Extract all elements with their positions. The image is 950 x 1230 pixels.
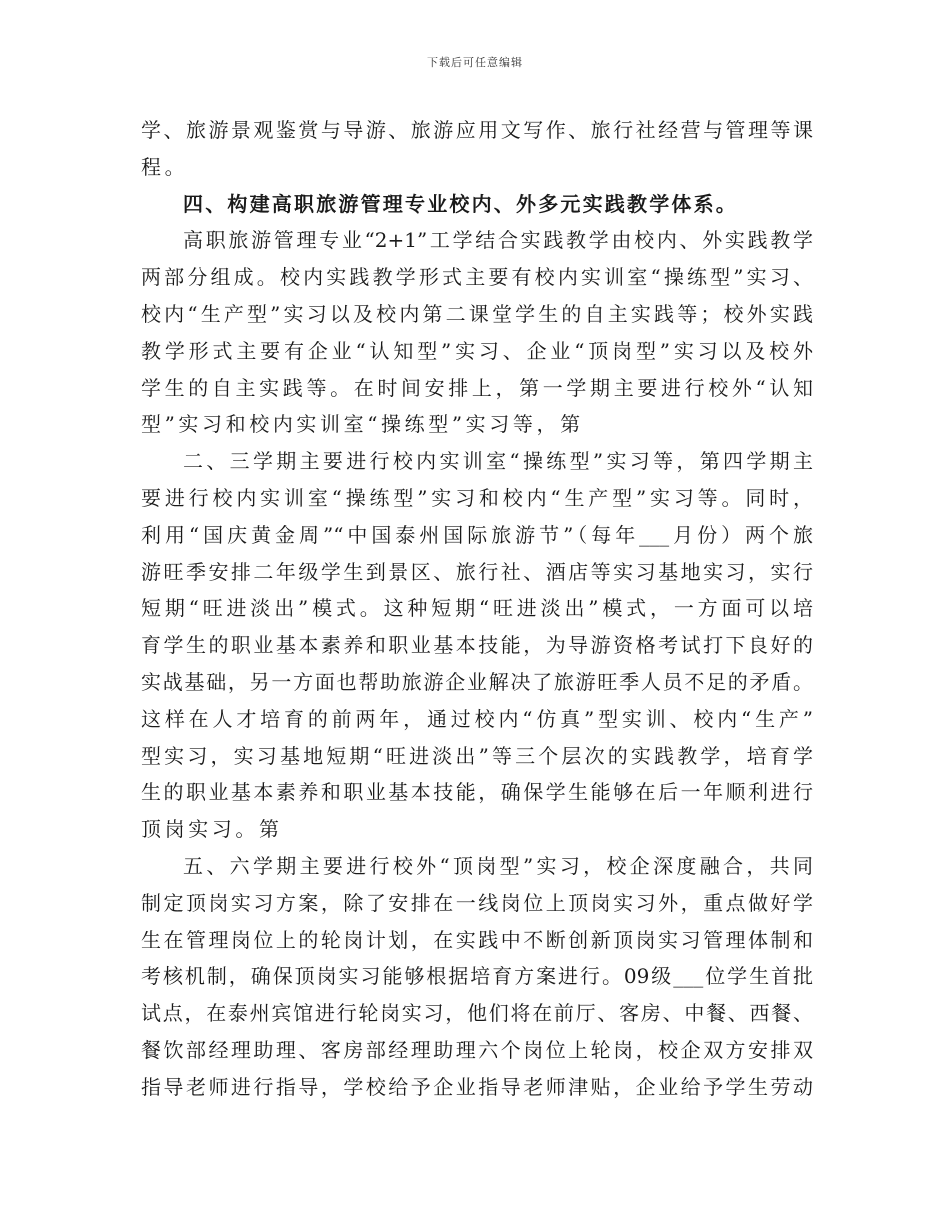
text-line: 顶岗实习。第 <box>141 817 283 842</box>
text-line: 学生的自主实践等。在时间安排上，第一学期主要进行校外“认知 <box>141 375 813 400</box>
text-line: 育学生的职业基本素养和职业基本技能，为导游资格考试打下良好的 <box>141 633 813 658</box>
section-heading: 四、构建高职旅游管理专业校内、外多元实践教学体系。 <box>183 191 738 216</box>
text-line: 这样在人才培育的前两年，通过校内“仿真”型实训、校内“生产” <box>141 706 813 731</box>
text-line: 五、六学期主要进行校外“顶岗型”实习，校企深度融合，共同 <box>183 853 813 878</box>
document-body <box>141 112 813 1106</box>
text-line: 实战基础，另一方面也帮助旅游企业解决了旅游旺季人员不足的矛盾。 <box>141 669 813 694</box>
text-line: 利用“国庆黄金周”“中国泰州国际旅游节”（每年___月份）两个旅 <box>141 522 813 547</box>
text-line: 要进行校内实训室“操练型”实习和校内“生产型”实习等。同时， <box>141 485 813 510</box>
text-line: 短期“旺进淡出”模式。这种短期“旺进淡出”模式，一方面可以培 <box>141 596 813 621</box>
text-line: 指导老师进行指导，学校给予企业指导老师津贴，企业给予学生劳动 <box>141 1074 813 1099</box>
text-line: 型实习，实习基地短期“旺进淡出”等三个层次的实践教学，培育学 <box>141 743 813 768</box>
text-line: 餐饮部经理助理、客房部经理助理六个岗位上轮岗，校企双方安排双 <box>141 1037 813 1062</box>
page-header: 下载后可任意编辑 <box>427 56 523 69</box>
text-line: 两部分组成。校内实践教学形式主要有校内实训室“操练型”实习、 <box>141 265 813 290</box>
text-line: 考核机制，确保顶岗实习能够根据培育方案进行。09级___位学生首批 <box>141 964 813 989</box>
text-line: 制定顶岗实习方案，除了安排在一线岗位上顶岗实习外，重点做好学 <box>141 890 813 915</box>
text-line: 程。 <box>141 154 189 179</box>
text-line: 生在管理岗位上的轮岗计划，在实践中不断创新顶岗实习管理体制和 <box>141 927 813 952</box>
text-line: 教学形式主要有企业“认知型”实习、企业“顶岗型”实习以及校外 <box>141 338 813 363</box>
text-line: 试点，在泰州宾馆进行轮岗实习，他们将在前厅、客房、中餐、西餐、 <box>141 1001 813 1026</box>
text-line: 高职旅游管理专业“2+1”工学结合实践教学由校内、外实践教学 <box>183 228 813 253</box>
text-line: 二、三学期主要进行校内实训室“操练型”实习等，第四学期主 <box>183 449 813 474</box>
text-line: 学、旅游景观鉴赏与导游、旅游应用文写作、旅行社经营与管理等课 <box>141 118 813 142</box>
text-line: 游旺季安排二年级学生到景区、旅行社、酒店等实习基地实习，实行 <box>141 559 813 584</box>
text-line: 生的职业基本素养和职业基本技能，确保学生能够在后一年顺利进行 <box>141 780 813 805</box>
text-line: 校内“生产型”实习以及校内第二课堂学生的自主实践等；校外实践 <box>141 301 813 326</box>
text-line: 型”实习和校内实训室“操练型”实习等，第 <box>141 412 584 437</box>
